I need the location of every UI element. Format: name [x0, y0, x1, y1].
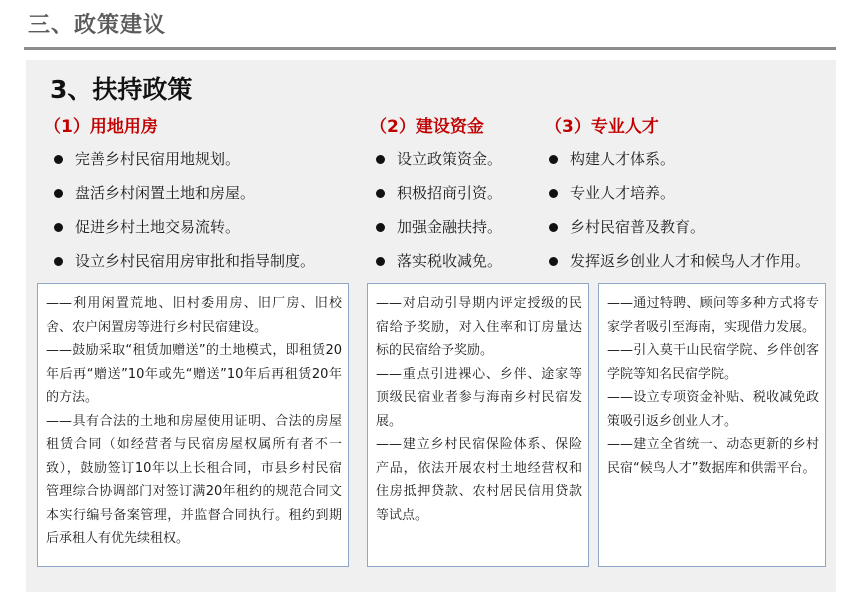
section-title: 3、扶持政策	[50, 75, 193, 104]
list-item: 完善乡村民宿用地规划。	[50, 148, 315, 182]
bullet-icon	[549, 155, 558, 164]
list-item: 乡村民宿普及教育。	[545, 216, 810, 250]
list-item: 加强金融扶持。	[372, 216, 502, 250]
bullet-icon	[376, 223, 385, 232]
list-item: 发挥返乡创业人才和候鸟人才作用。	[545, 250, 810, 284]
bullet-icon	[376, 257, 385, 266]
bullet-icon	[54, 189, 63, 198]
bullet-icon	[549, 223, 558, 232]
bullet-icon	[54, 155, 63, 164]
detail-paragraph: ——设立专项资金补贴、税收减免政策吸引返乡创业人才。	[607, 390, 819, 429]
list-item: 积极招商引资。	[372, 182, 502, 216]
list-item: 专业人才培养。	[545, 182, 810, 216]
bullet-icon	[54, 223, 63, 232]
detail-box-professional-talent	[598, 283, 826, 567]
list-item: 设立政策资金。	[372, 148, 502, 182]
bullet-icon	[549, 189, 558, 198]
list-item: 构建人才体系。	[545, 148, 810, 182]
detail-box-construction-funds	[367, 283, 589, 567]
heading-land-housing: （1）用地用房	[44, 117, 158, 137]
detail-paragraph: ——通过特聘、顾问等多种方式将专家学者吸引至海南，实现借力发展。	[607, 296, 819, 335]
title-divider	[24, 47, 836, 50]
heading-construction-funds: （2）建设资金	[370, 117, 484, 137]
detail-paragraph: ——利用闲置荒地、旧村委用房、旧厂房、旧校舍、农户闲置房等进行乡村民宿建设。	[46, 296, 342, 335]
detail-paragraph: ——建立全省统一、动态更新的乡村民宿“候鸟人才”数据库和供需平台。	[607, 437, 819, 476]
list-item: 促进乡村土地交易流转。	[50, 216, 315, 250]
bullet-icon	[376, 189, 385, 198]
detail-paragraph: ——引入莫干山民宿学院、乡伴创客学院等知名民宿学院。	[607, 343, 819, 382]
bullet-icon	[549, 257, 558, 266]
detail-paragraph: ——鼓励采取“租赁加赠送”的土地模式，即租赁20年后再“赠送”10年或先“赠送”10年后再租赁20年的方法。	[46, 343, 342, 405]
list-item: 设立乡村民宿用房审批和指导制度。	[50, 250, 315, 284]
bullet-list-professional-talent	[545, 148, 810, 284]
list-item: 落实税收减免。	[372, 250, 502, 284]
page-title: 三、政策建议	[28, 13, 167, 38]
bullet-icon	[54, 257, 63, 266]
detail-paragraph: ——具有合法的土地和房屋使用证明、合法的房屋租赁合同（如经营者与民宿房屋权属所有者不一致），鼓励签订10年以上长租合同，市县乡村民宿管理综合协调部门对签订满20年租约的规范合同文本实行编号备案管理，并监督合同执行。租约到期后承租人有优先续租权。	[46, 413, 342, 546]
detail-paragraph: ——对启动引导期内评定授级的民宿给予奖励，对入住率和订房量达标的民宿给予奖励。	[376, 296, 582, 358]
detail-paragraph: ——重点引进裸心、乡伴、途家等顶级民宿业者参与海南乡村民宿发展。	[376, 366, 582, 429]
bullet-list-construction-funds	[372, 148, 502, 284]
detail-paragraph: ——建立乡村民宿保险体系、保险产品，依法开展农村土地经营权和住房抵押贷款、农村居民信用贷款等试点。	[376, 437, 582, 523]
bullet-icon	[376, 155, 385, 164]
list-item: 盘活乡村闲置土地和房屋。	[50, 182, 315, 216]
bullet-list-land-housing	[50, 148, 315, 284]
detail-box-land-housing	[37, 283, 349, 567]
heading-professional-talent: （3）专业人才	[545, 117, 659, 137]
